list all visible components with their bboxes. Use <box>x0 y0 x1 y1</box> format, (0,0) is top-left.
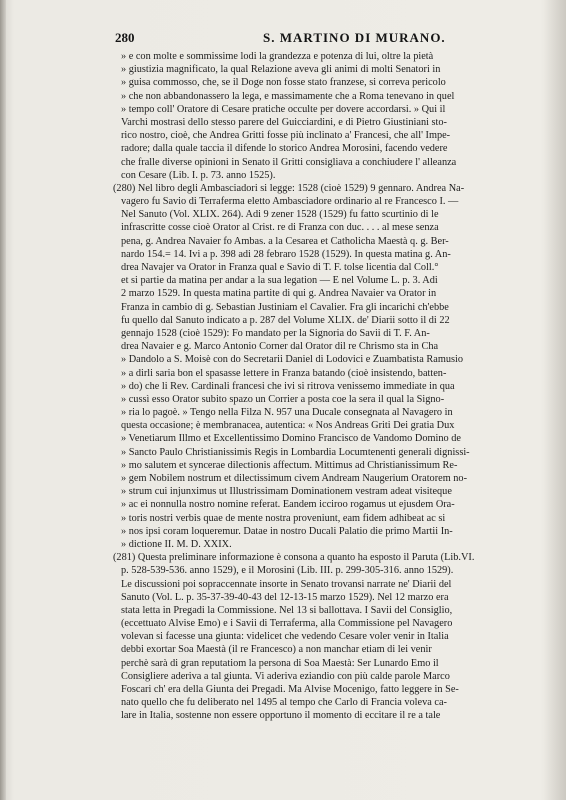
text-line: » tempo coll' Oratore di Cesare pratiche occulte per dovere accordarsi. » Qui il <box>121 103 446 115</box>
text-line: » giustizia magnificato, la qual Relazione aveva gli animi di molti Senatori in <box>121 64 441 76</box>
text-line: Sanuto (Vol. L. p. 35-37-39-40-43 del 12-13-15 marzo 1529). Nel 12 marzo era <box>121 591 449 603</box>
text-line: drea Navaier e g. Marco Antonio Corner dal Orator dil re Chrismo sta in Cha <box>121 341 439 353</box>
text-line: Varchi mostrasi dello stesso parere del Guicciardini, e di Pietro Giustiniani sto- <box>121 116 447 128</box>
text-line: debbi exortar Soa Maestà (il re Francesco) a non manchar etiam di lei venir <box>121 644 432 656</box>
text-line: » strum cui injunximus ut Illustrissimam Dominationem vestram adeat visiteque <box>121 486 452 498</box>
text-line: » e con molte e sommissime lodi la grandezza e potenza di lui, oltre la pietà <box>121 51 434 62</box>
text-line: volevan si facesse una giunta: videlicet che vedendo Cesare voler venir in Italia <box>121 631 449 643</box>
text-line: » do) che li Rev. Cardinali francesi che ivi si ritrova venissemo immediate in qua <box>121 380 455 392</box>
text-line: Consigliere aderiva a tal giunta. Vi aderiva eziandio con più calde parole Marco <box>121 670 450 682</box>
text-line: p. 528-539-536. anno 1529), e il Morosini (Lib. III. p. 299-305-316. anno 1529). <box>121 565 454 577</box>
text-line: » ac ei nonnulla nostro nomine referat. Eandem icciroo rogamus ut ejusdem Ora- <box>121 499 455 511</box>
text-line: » cussì esso Orator subito spazo un Corrier a posta coe la sera il qual la Signo- <box>121 393 445 405</box>
text-line: con Cesare (Lib. I. p. 73. anno 1525). <box>121 169 276 181</box>
text-line: che fralle diverse opinioni in Senato il Gritti consigliava a conchiudere l' alleanza <box>121 156 457 168</box>
text-line: Foscari ch' era della Giunta dei Pregadi. Ma Alvise Mocenigo, fatto leggere in Se- <box>121 684 459 695</box>
text-line: (eccettuato Alvise Emo) e i Savii di Terraferma, alla Commissione pel Navagero <box>121 618 453 630</box>
text-line: » gem Nobilem nostrum et dilectissimum civem Andream Naugerium Oratorem no- <box>121 473 468 484</box>
text-line: Nel Sanuto (Vol. XLIX. 264). Adi 9 zener 1528 (1529) fu fatto scurtinio di le <box>121 209 439 221</box>
text-line: gennajo 1528 (cioè 1529): Fo mandato per la Signoria do Savii di T. F. An- <box>121 327 430 339</box>
text-line: pena, g. Andrea Navaier fo Ambas. a la Cesarea et Catholicha Maestà q. g. Ber- <box>121 235 449 247</box>
text-line: stata letta in Pregadi la Commissione. Nel 13 si ballottava. I Savii del Consiglio, <box>121 604 453 616</box>
text-line: lare in Italia, sostenne non essere opportuno il momento di eccitare il re a tale <box>121 710 441 722</box>
text-line: » che non abbandonassero la lega, e massimamente che a Roma tenevano in quel <box>121 90 455 102</box>
text-line: nato quello che fu deliberato nel 1495 al tempo che Carlo di Francia voleva ca- <box>121 697 447 709</box>
text-line: Le discussioni poi sopraccennate insorte in Senato trovansi narrate ne' Diarii del <box>121 578 452 590</box>
text-line: » Venetiarum Illmo et Excellentissimo Domino Francisco de Vandomo Domino de <box>121 433 461 445</box>
text-line: vagero fu Savio di Terraferma eletto Ambasciadore ordinario al re Francesco I. — <box>121 196 459 208</box>
text-line: infrascritte cosse cioè Orator al Crist. re di Franza con duc. . . . al mese senza <box>121 222 439 234</box>
running-title: S. MARTINO DI MURANO. <box>263 30 446 45</box>
text-line: » dictione II. M. D. XXIX. <box>121 538 232 550</box>
text-line: 2 marzo 1529. In questa matina partite di qui g. Andrea Navaier va Orator in <box>121 288 437 300</box>
text-line: » guisa commosso, che, se il Doge non fosse stato franzese, si correva pericolo <box>121 77 446 89</box>
text-line: » ria lo pagoè. » Tengo nella Filza N. 957 una Ducale consegnata al Navagero in <box>121 407 453 419</box>
text-line: radore; dalla quale taccia il difende lo storico Andrea Morosini, facendo vedere <box>121 143 448 155</box>
text-line: » a dirli saria bon el spasasse lettere in Franza batando (cioè insistendo, batten- <box>121 367 447 379</box>
text-line: et si partie da matina per andar a la sua legation — E nel Volume L. p. 3. Adi <box>121 275 438 287</box>
page-header <box>115 30 535 48</box>
text-line: questa occasione; è membranacea, autentica: « Nos Andreas Griti Dei gratia Dux <box>121 420 455 432</box>
text-line: perchè sarà di gran reputatiom la persona di Soa Maestà: Ser Lunardo Emo il <box>121 657 439 669</box>
text-line: fu quello dal Sanuto indicato a p. 287 del Volume XLIX. de' Diarii sotto il di 22 <box>121 314 450 326</box>
text-line: (281) Questa preliminare informazione è consona a quanto ha esposto il Paruta (Lib.VI. <box>113 552 475 564</box>
page-edge-shadow <box>544 0 566 800</box>
text-line: rico nostro, cioè, che Andrea Gritti fosse più inclinato a' Francesi, che all' Impe- <box>121 130 451 142</box>
text-line: nardo 154.= 14. Ivi a p. 398 adi 28 febraro 1528 (1529). In questa matina g. An- <box>121 248 451 260</box>
page-number: 280 <box>115 30 135 45</box>
text-line: (280) Nel libro degli Ambasciadori si legge: 1528 (cioè 1529) 9 gennaro. Andrea Na- <box>113 182 465 194</box>
text-line: Franza in cambio di g. Sebastian Justiniam el Cavalier. Fra gli incarichi ch'ebbe <box>121 301 449 313</box>
body-text <box>113 50 545 723</box>
text-line: drea Navajer va Orator in Franza qual e Savio di T. F. tolse licentia dal Coll.° <box>121 262 439 273</box>
text-line: » mo salutem et syncerae dilectionis affectum. Mittimus ad Christianissimum Re- <box>121 459 458 471</box>
text-line: » Sancto Paulo Christianissimis Regis in Lombardia Locumtenenti generali dignissi- <box>121 446 470 458</box>
page-spine-shadow <box>0 0 6 800</box>
text-line: » toris nostri verbis quae de mente nostra proveniunt, eam fidem adhibeat ac si <box>121 512 446 524</box>
text-line: » Dandolo a S. Moisè con do Secretarii Daniel di Lodovici e Zuambatista Ramusio <box>121 354 464 366</box>
text-line: » nos ipsi coram loqueremur. Datae in nostro Ducali Palatio die primo Martii In- <box>121 525 453 537</box>
